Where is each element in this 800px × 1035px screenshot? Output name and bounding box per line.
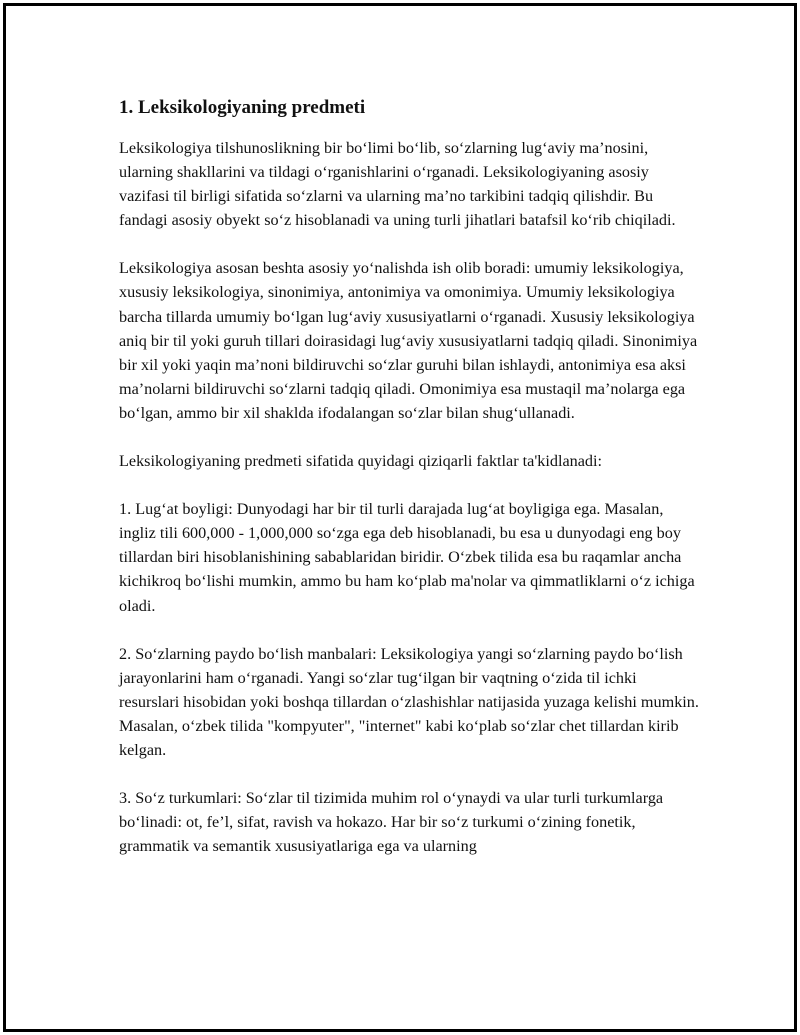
paragraph-directions: Leksikologiya asosan beshta asosiy yo‘nalishda ish olib boradi: umumiy leksikologiya, xususiy leksikologiya, sinonimiya, antonimiya va omonimiya. Umumiy leksikologiya barcha tillarda umumiy bo‘lgan lug‘aviy xususiyatlarni o‘rganadi. Xususiy leksikologiya aniq bir til yoki guruh tillari doirasidagi lug‘aviy xususiyatlarni tadqiq qiladi. Sinonimiya bir xil yoki yaqin ma’noni bildiruvchi so‘zlar guruhi bilan ishlaydi, antonimiya esa aksi ma’nolarni bildiruvchi so‘zlarni tadqiq qiladi. Omonimiya esa mustaqil ma’nolarga ega bo‘lgan, ammo bir xil shaklda ifodalangan so‘zlar bilan shug‘ullanadi. (119, 259, 698, 422)
paragraph-definition: Leksikologiya tilshunoslikning bir bo‘limi bo‘lib, so‘zlarning lug‘aviy ma’nosini, ularning shakllarini va tildagi o‘rganishlarini o‘rganadi. Leksikologiyaning asosiy vazifasi til birligi sifatida so‘zlarni va ularning ma’no tarkibini tadqiq qilishdir. Bu fandagi asosiy obyekt so‘z hisoblanadi va uning turli jihatlari batafsil ko‘rib chiqiladi. (119, 139, 676, 230)
paragraph-fact-word-sources: 2. So‘zlarning paydo bo‘lish manbalari: Leksikologiya yangi so‘zlarning paydo bo‘lish jarayonlarini ham o‘rganadi. Yangi so‘zlar tug‘ilgan bir vaqtning o‘zida til ichki resurslari hisobidan yoki boshqa tillardan o‘zlashishlar natijasida yuzaga kelishi mumkin. Masalan, o‘zbek tilida "kompyuter", "internet" kabi ko‘plab so‘zlar chet tillardan kirib kelgan. (119, 644, 699, 759)
page-frame (3, 3, 797, 1032)
paragraph-fact-vocabulary: 1. Lug‘at boyligi: Dunyodagi har bir til turli darajada lug‘at boyligiga ega. Masalan, ingliz tili 600,000 - 1,000,000 so‘zga ega deb hisoblanadi, bu esa u dunyodagi eng boy tillardan biri hisoblanishining sabablaridan biridir. O‘zbek tilida esa bu raqamlar ancha kichikroq bo‘lishi mumkin, ammo bu ham ko‘plab ma'nolar va qimmatliklarni o‘z ichiga oladi. (119, 500, 695, 615)
section-heading: 1. Leksikologiyaning predmeti (119, 97, 366, 118)
document-body (119, 96, 699, 882)
paragraph-facts-intro: Leksikologiyaning predmeti sifatida quyidagi qiziqarli faktlar ta'kidlanadi: (119, 452, 603, 471)
paragraph-fact-word-classes: 3. So‘z turkumlari: So‘zlar til tizimida muhim rol o‘ynaydi va ular turli turkumlarga bo‘linadi: ot, fe’l, sifat, ravish va hokazo. Har bir so‘z turkumi o‘zining fonetik, grammatik va semantik xususiyatlariga ega va ularning (119, 789, 664, 856)
